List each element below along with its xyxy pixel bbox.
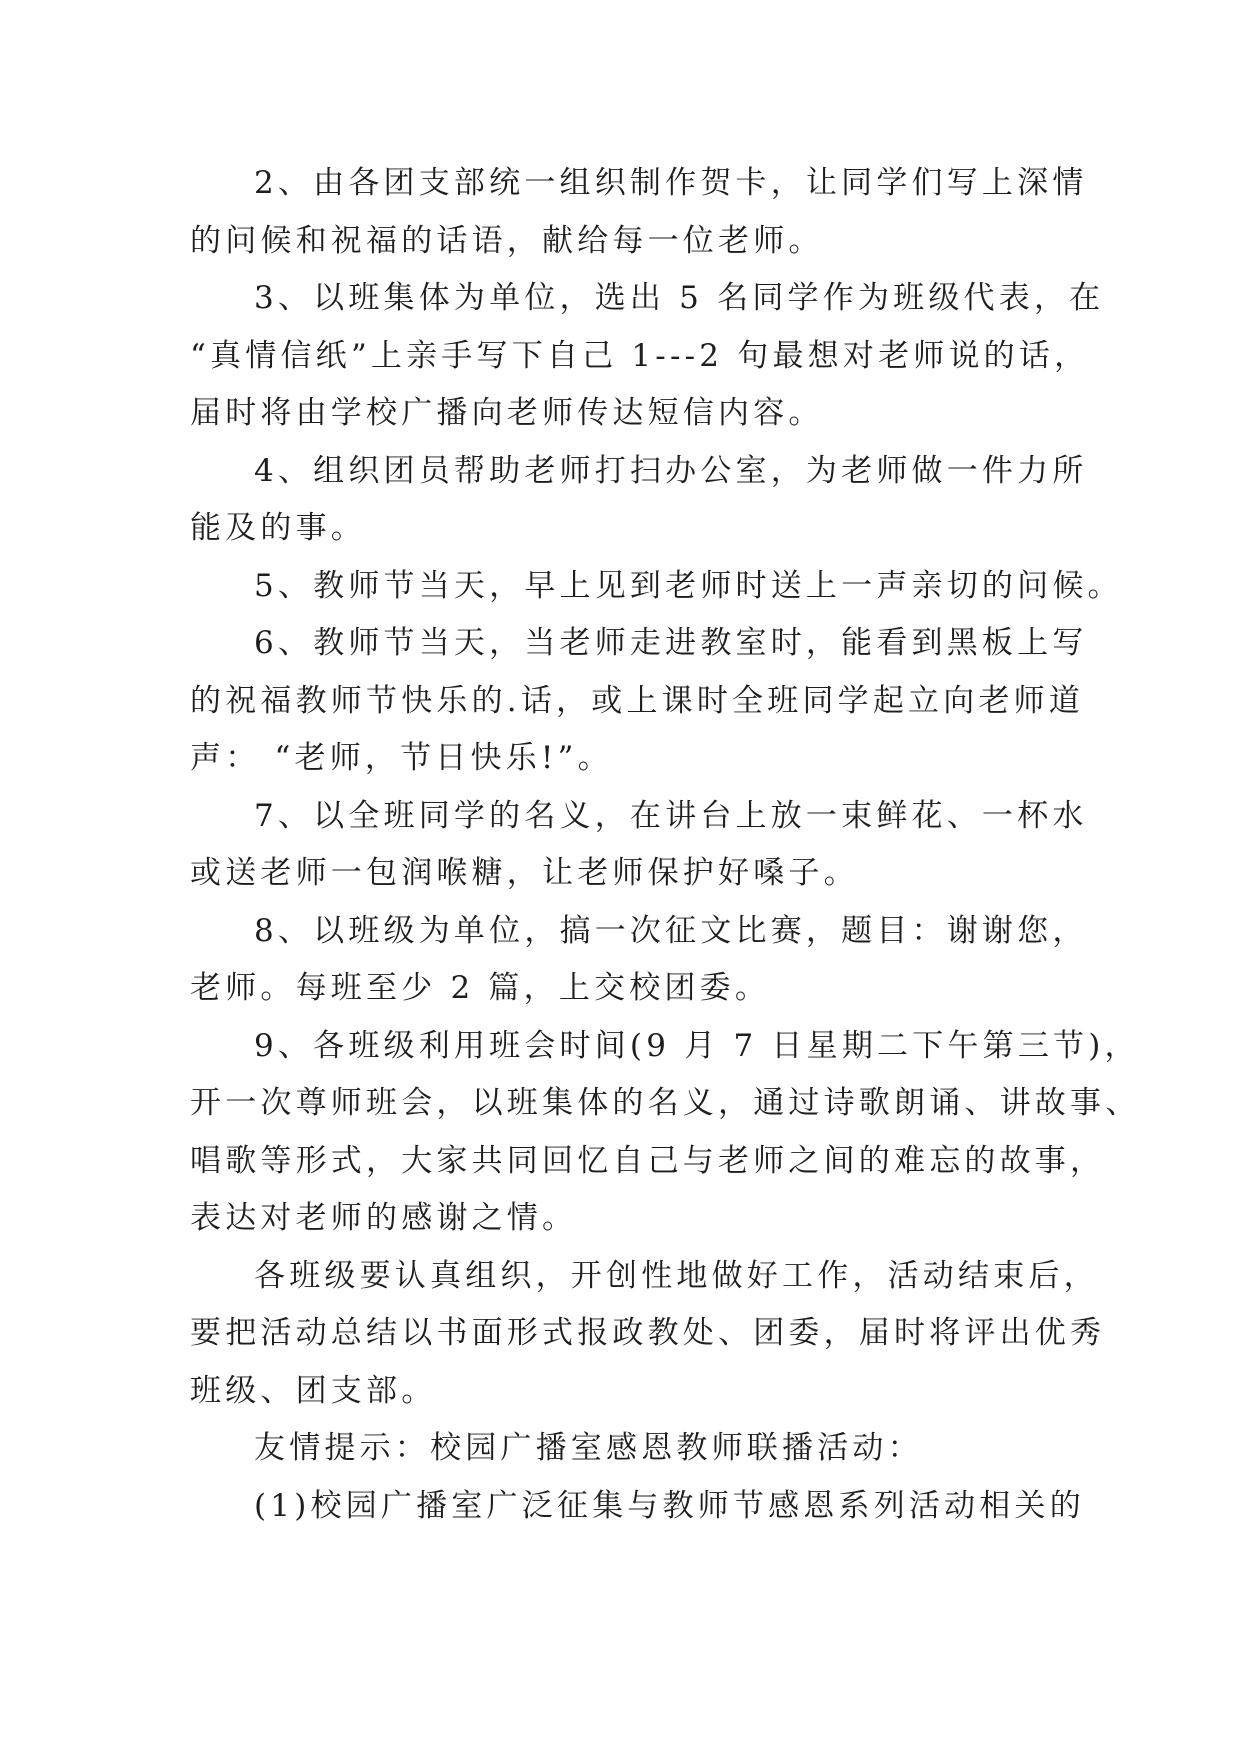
- paragraph: [190, 1018, 1141, 1248]
- text-line: 6、教师节当天，当老师走进教室时，能看到黑板上写: [254, 625, 1088, 661]
- text-line: 9、各班级利用班会时间(9 月 7 日星期二下午第三节)，: [254, 1027, 1140, 1064]
- text-line: 7、以全班同学的名义，在讲台上放一束鲜花、一杯水: [254, 797, 1088, 834]
- text-line: 3、以班集体为单位，选出 5 名同学作为班级代表，在: [254, 280, 1105, 316]
- paragraph: [190, 1420, 1070, 1478]
- text-line: 友情提示：校园广播室感恩教师联播活动：: [254, 1430, 923, 1466]
- text-line: 要把活动总结以书面形式报政教处、团委，届时将评出优秀: [190, 1315, 1106, 1351]
- text-line: 5、教师节当天，早上见到老师时送上一声亲切的问候。: [254, 567, 1123, 604]
- text-line: 各班级要认真组织，开创性地做好工作，活动结束后，: [254, 1257, 1099, 1294]
- text-line: 2、由各团支部统一组织制作贺卡，让同学们写上深情: [254, 165, 1088, 201]
- text-line: (1)校园广播室广泛征集与教师节感恩系列活动相关的: [254, 1487, 1085, 1524]
- document-body: [190, 155, 1141, 1535]
- paragraph: [190, 1248, 1106, 1421]
- paragraph: [190, 270, 1105, 443]
- paragraph: [190, 1478, 1085, 1536]
- paragraph: [190, 788, 1088, 903]
- paragraph: [190, 558, 1123, 616]
- paragraph: [190, 903, 1088, 1018]
- text-line: 老师。每班至少 2 篇，上交校团委。: [190, 970, 771, 1006]
- text-line: 班级、团支部。: [190, 1372, 437, 1409]
- text-line: 的问候和祝福的话语，献给每一位老师。: [190, 222, 824, 259]
- text-line: 的祝福教师节快乐的.话，或上课时全班同学起立向老师道: [190, 682, 1085, 719]
- text-line: 届时将由学校广播向老师传达短信内容。: [190, 395, 824, 431]
- text-line: 能及的事。: [190, 510, 366, 546]
- text-line: 或送老师一包润喉糖，让老师保护好嗓子。: [190, 855, 859, 891]
- paragraph: [190, 615, 1088, 788]
- paragraph: [190, 155, 1088, 270]
- text-line: 4、组织团员帮助老师打扫办公室，为老师做一件力所: [254, 452, 1088, 489]
- text-line: 开一次尊师班会，以班集体的名义，通过诗歌朗诵、讲故事、: [190, 1085, 1141, 1121]
- paragraph: [190, 443, 1088, 558]
- text-line: 声： “老师，节日快乐!”。: [190, 740, 613, 776]
- text-line: 唱歌等形式，大家共同回忆自己与老师之间的难忘的故事，: [190, 1142, 1106, 1179]
- text-line: “真情信纸”上亲手写下自己 1---2 句最想对老师说的话，: [190, 337, 1090, 374]
- text-line: 8、以班级为单位，搞一次征文比赛，题目：谢谢您，: [254, 912, 1088, 949]
- text-line: 表达对老师的感谢之情。: [190, 1200, 578, 1236]
